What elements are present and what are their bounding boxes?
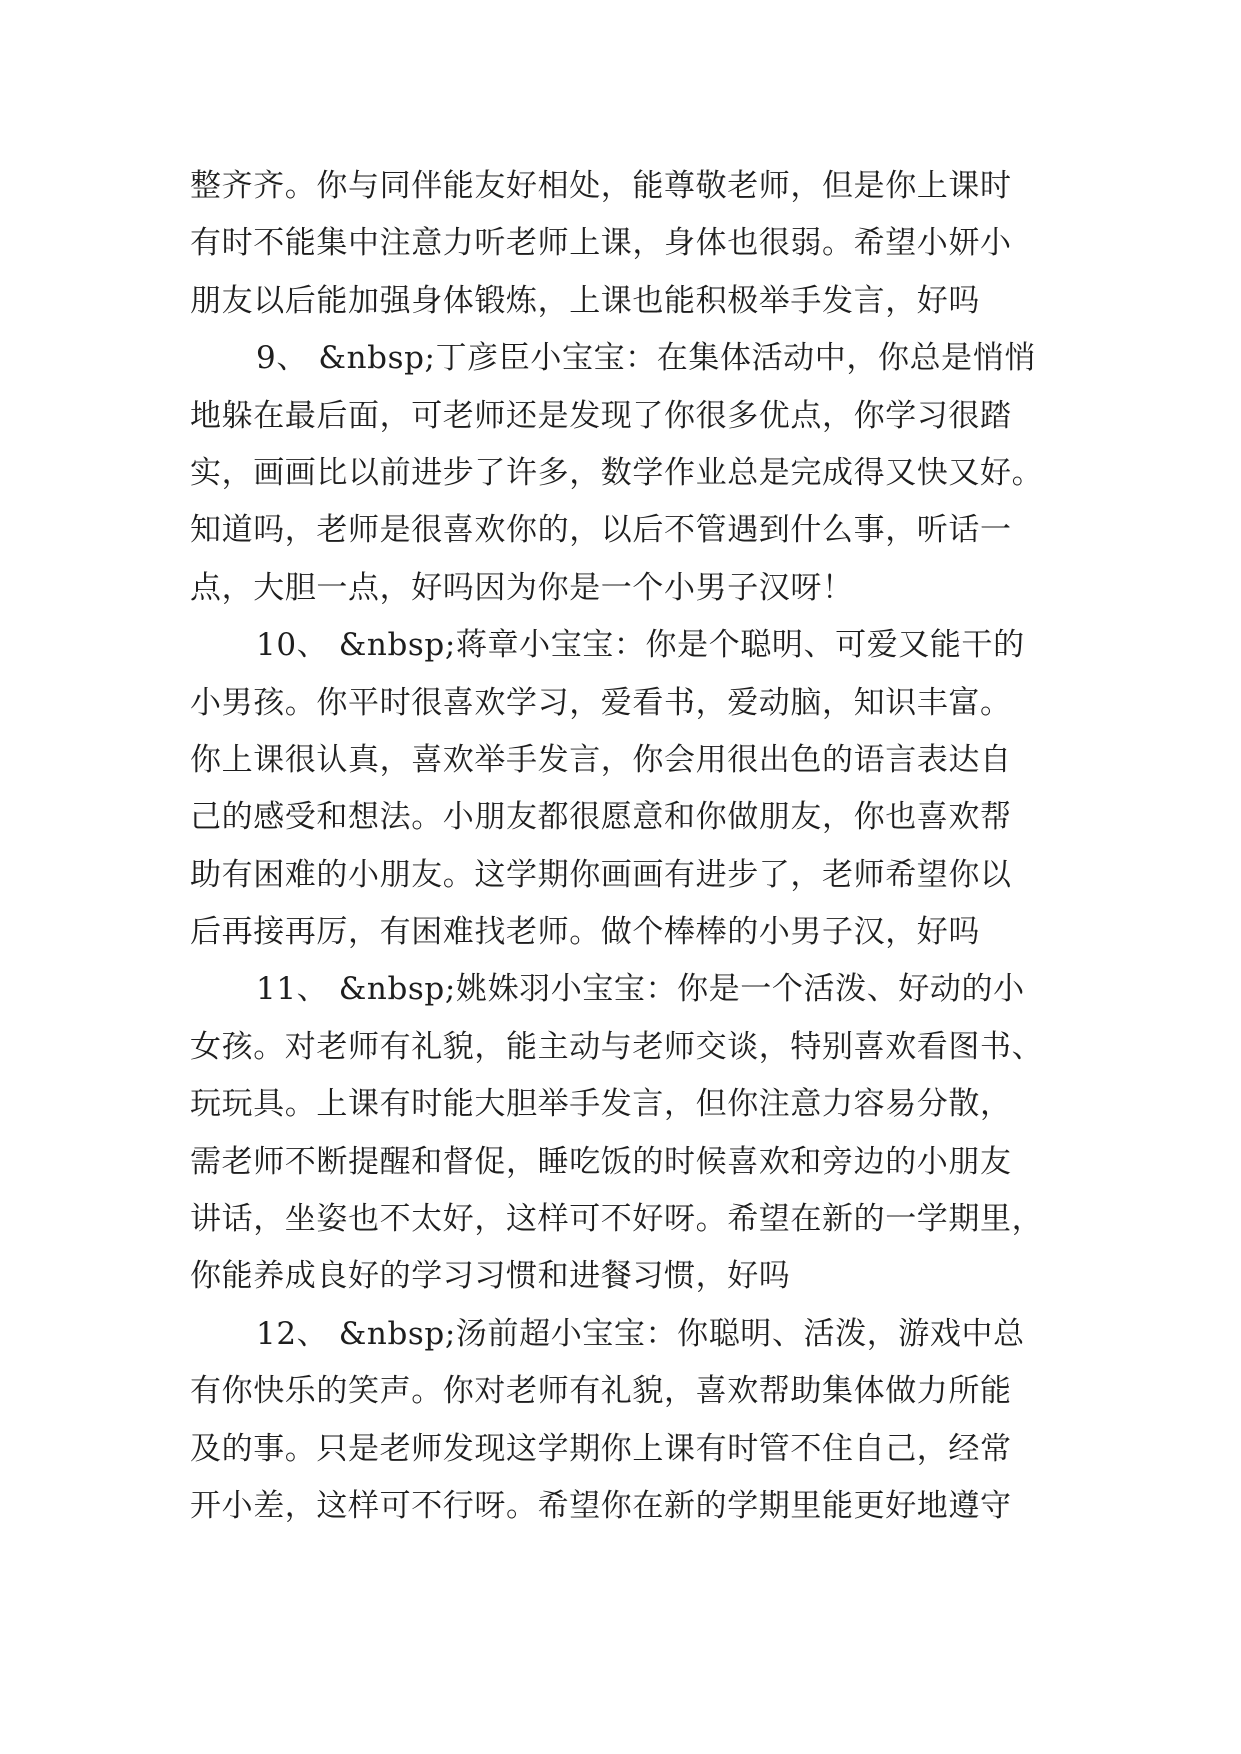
- paragraph-9-start: 9、 &nbsp;丁彦臣小宝宝：在集体活动中，你总是悄悄: [256, 340, 1036, 377]
- text-line: 开小差，这样可不行呀。希望你在新的学期里能更好地遵守: [190, 1487, 1012, 1524]
- text-line: 有你快乐的笑声。你对老师有礼貌，喜欢帮助集体做力所能: [190, 1373, 1012, 1410]
- paragraph-12-start: 12、 &nbsp;汤前超小宝宝：你聪明、活泼，游戏中总: [256, 1315, 1025, 1352]
- text-line: 后再接再厉，有困难找老师。做个棒棒的小男子汉，好吗: [190, 914, 980, 951]
- body-text: [190, 158, 1070, 1535]
- text-line: 讲话，坐姿也不太好，这样可不好呀。希望在新的一学期里，: [190, 1201, 1044, 1238]
- text-line: 小男孩。你平时很喜欢学习，爱看书，爱动脑，知识丰富。: [190, 684, 1012, 721]
- text-line: 点，大胆一点，好吗因为你是一个小男子汉呀！: [190, 569, 854, 606]
- text-line: 你上课很认真，喜欢举手发言，你会用很出色的语言表达自: [190, 741, 1012, 778]
- text-line: 己的感受和想法。小朋友都很愿意和你做朋友，你也喜欢帮: [190, 799, 1012, 836]
- text-line: 地躲在最后面，可老师还是发现了你很多优点，你学习很踏: [190, 397, 1012, 434]
- paragraph-10-start: 10、 &nbsp;蒋章小宝宝：你是个聪明、可爱又能干的: [256, 627, 1025, 664]
- text-line: 实，画画比以前进步了许多，数学作业总是完成得又快又好。: [190, 454, 1044, 491]
- text-line: 玩玩具。上课有时能大胆举手发言，但你注意力容易分散，: [190, 1086, 1012, 1123]
- text-line: 朋友以后能加强身体锻炼，上课也能积极举手发言，好吗: [190, 282, 980, 319]
- text-line: 需老师不断提醒和督促，睡吃饭的时候喜欢和旁边的小朋友: [190, 1143, 1012, 1180]
- text-line: 知道吗，老师是很喜欢你的，以后不管遇到什么事，听话一: [190, 512, 1012, 549]
- text-line: 你能养成良好的学习习惯和进餐习惯，好吗: [190, 1258, 791, 1295]
- text-line: 助有困难的小朋友。这学期你画画有进步了，老师希望你以: [190, 856, 1012, 893]
- text-line: 有时不能集中注意力听老师上课，身体也很弱。希望小妍小: [190, 225, 1012, 262]
- text-line: 女孩。对老师有礼貌，能主动与老师交谈，特别喜欢看图书、: [190, 1028, 1044, 1065]
- text-line: 整齐齐。你与同伴能友好相处，能尊敬老师，但是你上课时: [190, 168, 1012, 204]
- paragraph-11-start: 11、 &nbsp;姚姝羽小宝宝：你是一个活泼、好动的小: [256, 971, 1025, 1008]
- text-line: 及的事。只是老师发现这学期你上课有时管不住自己，经常: [190, 1430, 1012, 1467]
